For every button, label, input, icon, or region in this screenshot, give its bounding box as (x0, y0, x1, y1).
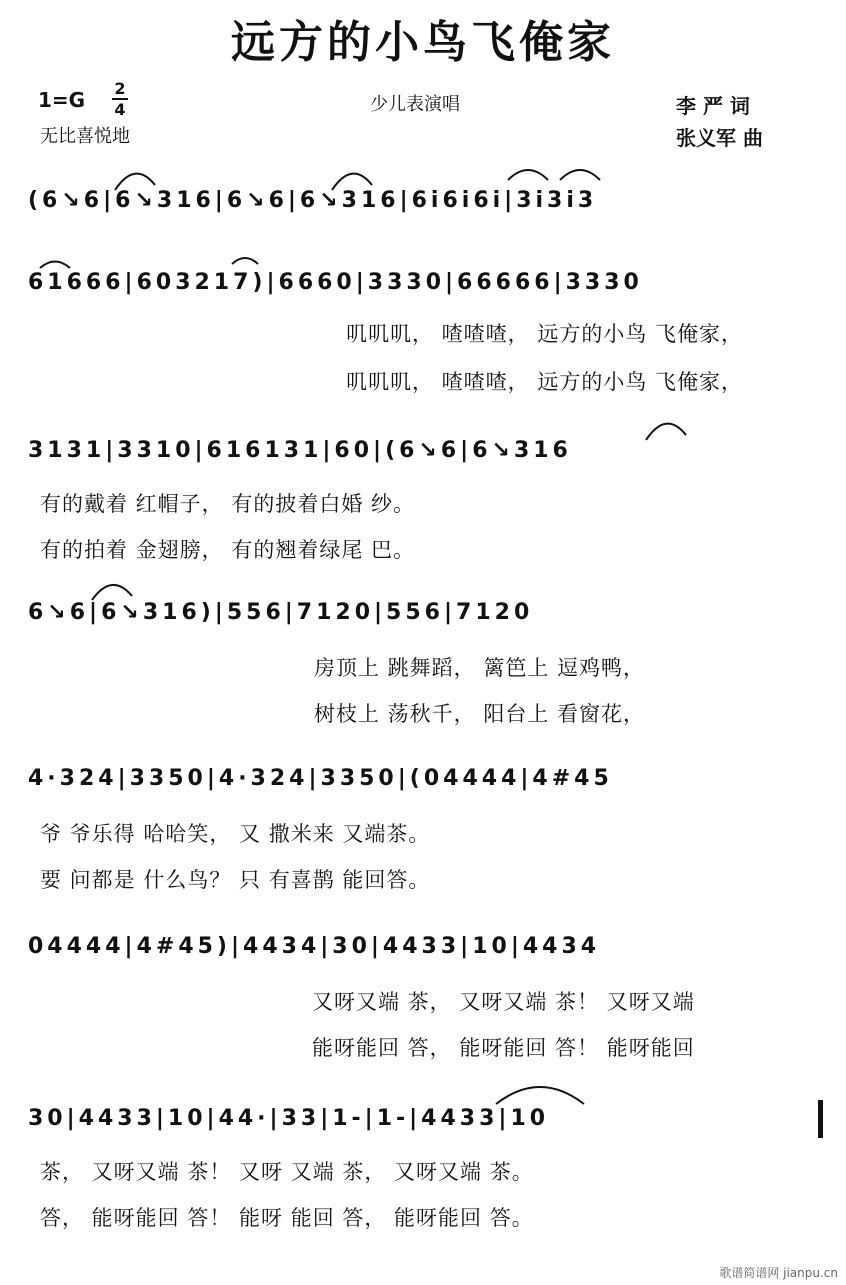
watermark: 歌谱简谱网 jianpu.cn (719, 1266, 838, 1280)
notation-line-1: (6↘6|6↘316|6↘6|6↘316|6i6i6i|3i3i3 (28, 188, 598, 213)
lyrics-3-verse-1: 有的戴着 红帽子， 有的披着白婚 纱。 (40, 492, 416, 516)
lyrics-6-verse-1: 又呀又端 茶， 又呀又端 茶！ 又呀又端 (312, 990, 695, 1014)
lyrics-5-verse-2: 要 问都是 什么鸟？ 只 有喜鹊 能回答。 (40, 868, 431, 892)
notation-line-5: 4·324|3350|4·324|3350|(04444|4#45 (28, 766, 613, 791)
lyrics-4-verse-2: 树枝上 荡秋千， 阳台上 看窗花， (314, 702, 646, 726)
lyrics-3-verse-2: 有的拍着 金翅膀， 有的翘着绿尾 巴。 (40, 538, 416, 562)
notation-line-3: 3131|3310|616131|60|(6↘6|6↘316 (28, 438, 572, 463)
notation-line-6: 04444|4#45)|4434|30|4433|10|4434 (28, 934, 601, 959)
lyrics-4-verse-1: 房顶上 跳舞蹈， 篱笆上 逗鸡鸭， (314, 656, 646, 680)
song-title: 远方的小鸟飞俺家 (231, 17, 615, 68)
lyrics-7-verse-1: 茶， 又呀又端 茶！ 又呀 又端 茶， 又呀又端 茶。 (40, 1160, 534, 1184)
lyricist: 李 严 词 (676, 94, 750, 118)
lyrics-5-verse-1: 爷 爷乐得 哈哈笑， 又 撒米来 又端茶。 (40, 822, 431, 846)
time-sig-bottom: 4 (114, 100, 126, 119)
tempo-marking: 无比喜悦地 (40, 126, 130, 147)
composer: 张义军 曲 (676, 126, 763, 150)
performer: 少儿表演唱 (370, 94, 460, 115)
time-sig-top: 2 (114, 79, 126, 98)
notation-line-7: 30|4433|10|44·|33|1-|1-|4433|10 (28, 1106, 550, 1131)
lyrics-2-verse-1: 叽叽叽， 喳喳喳， 远方的小鸟 飞俺家， (346, 322, 744, 346)
key-signature: 1=G (38, 88, 86, 112)
notation-line-4: 6↘6|6↘316)|556|7120|556|7120 (28, 600, 534, 625)
lyrics-7-verse-2: 答， 能呀能回 答！ 能呀 能回 答， 能呀能回 答。 (40, 1206, 534, 1230)
notation-line-2: 61666|603217)|6660|3330|66666|3330 (28, 270, 643, 295)
lyrics-6-verse-2: 能呀能回 答， 能呀能回 答！ 能呀能回 (312, 1036, 695, 1060)
lyrics-2-verse-2: 叽叽叽， 喳喳喳， 远方的小鸟 飞俺家， (346, 370, 744, 394)
